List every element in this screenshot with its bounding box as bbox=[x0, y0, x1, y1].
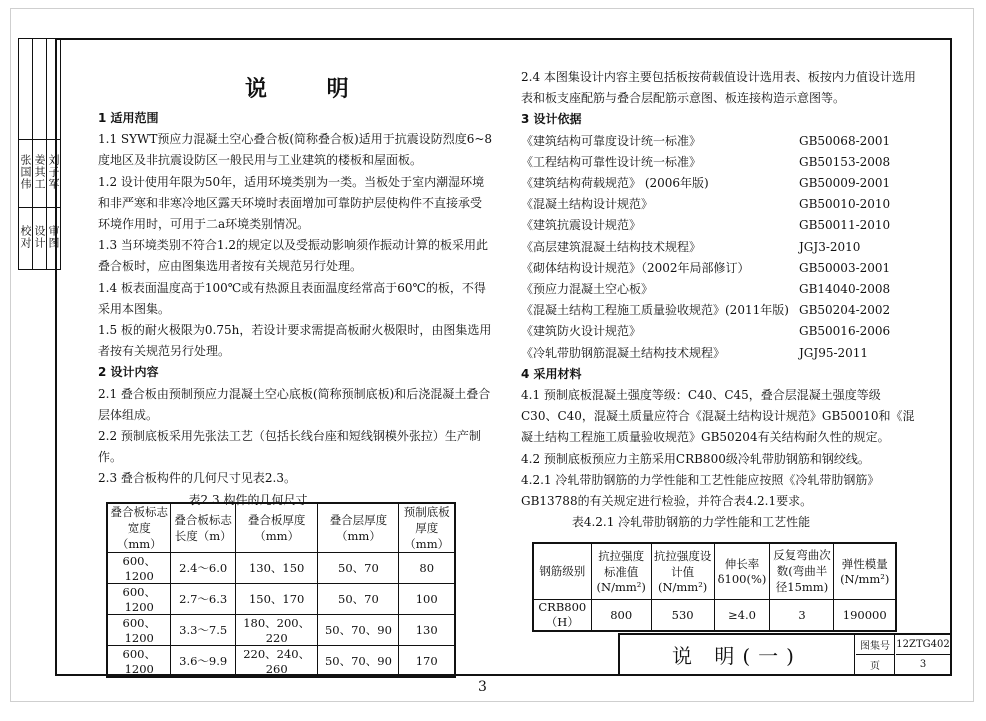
table-cell: 600、1200 bbox=[107, 584, 171, 615]
table-cell: 50、70 bbox=[318, 584, 399, 615]
left-column bbox=[98, 108, 493, 511]
standard-name: 《混凝土结构设计规范》 bbox=[521, 197, 654, 212]
table-cell: 50、70、90 bbox=[318, 646, 399, 678]
table-header: 叠合板标志宽度（mm） bbox=[107, 503, 171, 553]
section-heading: 3 设计依据 bbox=[521, 112, 582, 127]
table-cell: 2.4～6.0 bbox=[171, 553, 235, 584]
right-column bbox=[521, 67, 916, 533]
table-header: 叠合层厚度（mm） bbox=[318, 503, 399, 553]
standard-name: 《冷轧带肋钢筋混凝土结构技术规程》 bbox=[521, 345, 726, 360]
signature-3 bbox=[47, 39, 60, 135]
standard-item bbox=[521, 258, 916, 279]
standard-code: JGJ3-2010 bbox=[799, 239, 861, 254]
table-header: 伸长率δ100(%) bbox=[714, 543, 770, 599]
standard-item bbox=[521, 300, 916, 321]
standard-item bbox=[521, 343, 916, 364]
role-design: 设计 bbox=[33, 224, 46, 249]
approval-strip bbox=[18, 38, 60, 249]
paragraph: 4.2 预制底板预应力主筋采用CRB800级冷轧带肋钢筋和钢绞线。 bbox=[521, 451, 870, 466]
standard-code: GB50204-2002 bbox=[799, 303, 891, 318]
table-cell: ≥4.0 bbox=[714, 599, 770, 631]
table-cell: 3.3～7.5 bbox=[171, 615, 235, 646]
role-proofread: 校对 bbox=[19, 224, 32, 249]
table-row bbox=[107, 646, 455, 678]
table-row bbox=[107, 584, 455, 615]
table-row bbox=[107, 553, 455, 584]
paragraph: 1.2 设计使用年限为50年，适用环境类别为一类。当板处于室内潮湿环境和非严寒和非寒冷地区露天环境时表面增加可靠防护层使构件不直接承受环境作用时，可用于二a环境类别情况。 bbox=[98, 174, 485, 232]
table-cell: 130 bbox=[399, 615, 455, 646]
table-cell: CRB800（H） bbox=[533, 599, 591, 631]
name-designer: 姜其工 bbox=[33, 153, 46, 190]
table-cell: 130、150 bbox=[235, 553, 318, 584]
standard-code: GB50016-2006 bbox=[799, 324, 891, 339]
table-cell: 600、1200 bbox=[107, 553, 171, 584]
standard-name: 《高层建筑混凝土结构技术规程》 bbox=[521, 239, 702, 254]
standard-name: 《砌体结构设计规范》（2002年局部修订） bbox=[521, 260, 750, 275]
table-cell: 3.6～9.9 bbox=[171, 646, 235, 678]
sheet-title: 说 明(一) bbox=[620, 635, 855, 674]
standard-code: GB50010-2010 bbox=[799, 197, 891, 212]
standard-item bbox=[521, 321, 916, 342]
table-cell: 220、240、260 bbox=[235, 646, 318, 678]
standard-item bbox=[521, 173, 916, 194]
paragraph: 1.5 板的耐火极限为0.75h，若设计要求需提高板耐火极限时，由图集选用者按有关规范另行处理。 bbox=[98, 323, 492, 359]
atlas-label: 图集号 bbox=[856, 635, 895, 655]
standard-code: JGJ95-2011 bbox=[799, 345, 869, 360]
paragraph: 4.1 预制底板混凝土强度等级：C40、C45，叠合层混凝土强度等级C30、C40，混凝土质量应符合《混凝土结构设计规范》GB50010和《混凝土结构工程施工质量验收规范》GB50204有关结构耐久性的规定。 bbox=[521, 388, 915, 445]
standard-code: GB50003-2001 bbox=[799, 260, 891, 275]
title-block bbox=[618, 633, 950, 674]
signature-1 bbox=[19, 39, 32, 135]
standard-name: 《建筑结构荷载规范》 (2006年版) bbox=[521, 176, 709, 191]
section-heading: 4 采用材料 bbox=[521, 366, 582, 381]
table-header: 抗拉强度设计值(N/mm²) bbox=[651, 543, 714, 599]
rebar-properties-table bbox=[532, 542, 897, 632]
standard-name: 《建筑防火设计规范》 bbox=[521, 324, 642, 339]
paragraph: 1.3 当环境类别不符合1.2的规定以及受振动影响须作振动计算的板采用此叠合板时，应由图集选用者按有关规范另行处理。 bbox=[98, 238, 488, 274]
standard-code: GB50068-2001 bbox=[799, 133, 891, 148]
signature-2 bbox=[33, 39, 46, 135]
table-cell: 600、1200 bbox=[107, 646, 171, 678]
paragraph: 1.4 板表面温度高于100℃或有热源且表面温度经常高于60℃的板，不得采用本图集。 bbox=[98, 280, 486, 316]
table-cell: 180、200、220 bbox=[235, 615, 318, 646]
standard-name: 《混凝土结构工程施工质量验收规范》(2011年版) bbox=[521, 303, 789, 318]
standard-item bbox=[521, 194, 916, 215]
paragraph: 2.1 叠合板由预制预应力混凝土空心底板(简称预制底板)和后浇混凝土叠合层体组成。 bbox=[98, 386, 491, 422]
standard-name: 《预应力混凝土空心板》 bbox=[521, 282, 654, 297]
standard-item bbox=[521, 152, 916, 173]
standard-item bbox=[521, 237, 916, 258]
paragraph: 4.2.1 冷轧带肋钢筋的力学性能和工艺性能应按照《冷轧带肋钢筋》GB13788的有关规定进行检验，并符合表4.2.1要求。 bbox=[521, 472, 880, 509]
table-cell: 530 bbox=[651, 599, 714, 631]
table-header: 反复弯曲次数(弯曲半径15mm) bbox=[770, 543, 834, 599]
standard-code: GB14040-2008 bbox=[799, 282, 891, 297]
table-row bbox=[533, 599, 896, 631]
standard-item bbox=[521, 131, 916, 152]
paragraph: 1.1 SYWT预应力混凝土空心叠合板(简称叠合板)适用于抗震设防烈度6~8度地区及非抗震设防区一般民用与工业建筑的楼板和屋面板。 bbox=[98, 132, 493, 168]
section-heading: 1 适用范围 bbox=[98, 111, 159, 125]
standard-item bbox=[521, 279, 916, 300]
geometry-table bbox=[106, 502, 456, 678]
table-cell: 100 bbox=[399, 584, 455, 615]
name-proofreader: 张国伟 bbox=[19, 153, 32, 190]
page-label: 页 bbox=[856, 655, 895, 674]
section-heading: 2 设计内容 bbox=[98, 365, 159, 380]
table-cell: 150、170 bbox=[235, 584, 318, 615]
standard-code: GB50011-2010 bbox=[799, 218, 891, 233]
table-header: 弹性模量(N/mm²) bbox=[834, 543, 896, 599]
table-header: 抗拉强度标准值(N/mm²) bbox=[591, 543, 651, 599]
standard-code: GB50153-2008 bbox=[799, 154, 891, 169]
table-header: 钢筋级别 bbox=[533, 543, 591, 599]
page-value: 3 bbox=[919, 659, 927, 670]
table-cell: 190000 bbox=[834, 599, 896, 631]
table-caption: 表4.2.1 冷轧带肋钢筋的力学性能和工艺性能 bbox=[571, 515, 811, 530]
standard-name: 《建筑抗震设计规范》 bbox=[521, 218, 642, 233]
page-title: 说 明 bbox=[245, 76, 375, 102]
paragraph: 2.4 本图集设计内容主要包括板按荷载值设计选用表、板按内力值设计选用表和板支座配筋与叠合层配筋示意图、板连接构造示意图等。 bbox=[521, 70, 916, 106]
name-reviewer: 刘子军 bbox=[47, 153, 60, 190]
paragraph: 2.2 预制底板采用先张法工艺（包括长线台座和短线钢模外张拉）生产制作。 bbox=[98, 429, 481, 465]
role-review: 审图 bbox=[47, 224, 60, 249]
table-cell: 80 bbox=[399, 553, 455, 584]
table-cell: 170 bbox=[399, 646, 455, 678]
table-header: 叠合板标志长度（m） bbox=[171, 503, 235, 553]
standard-code: GB50009-2001 bbox=[799, 176, 891, 191]
table-cell: 50、70 bbox=[318, 553, 399, 584]
table-cell: 600、1200 bbox=[107, 615, 171, 646]
table-cell: 50、70、90 bbox=[318, 615, 399, 646]
table-header: 预制底板厚度（mm） bbox=[399, 503, 455, 553]
table-cell: 3 bbox=[770, 599, 834, 631]
page-number: 3 bbox=[478, 679, 487, 695]
table-caption: 表2.3 构件的几何尺寸 bbox=[188, 492, 308, 507]
standard-name: 《工程结构可靠性设计统一标准》 bbox=[521, 154, 702, 169]
standard-name: 《建筑结构可靠度设计统一标准》 bbox=[521, 133, 702, 148]
paragraph: 2.3 叠合板构件的几何尺寸见表2.3。 bbox=[98, 471, 296, 486]
standard-item bbox=[521, 215, 916, 236]
atlas-number: 12ZTG402 bbox=[896, 635, 950, 655]
table-row bbox=[107, 615, 455, 646]
table-header: 叠合板厚度（mm） bbox=[235, 503, 318, 553]
table-cell: 800 bbox=[591, 599, 651, 631]
table-cell: 2.7～6.3 bbox=[171, 584, 235, 615]
